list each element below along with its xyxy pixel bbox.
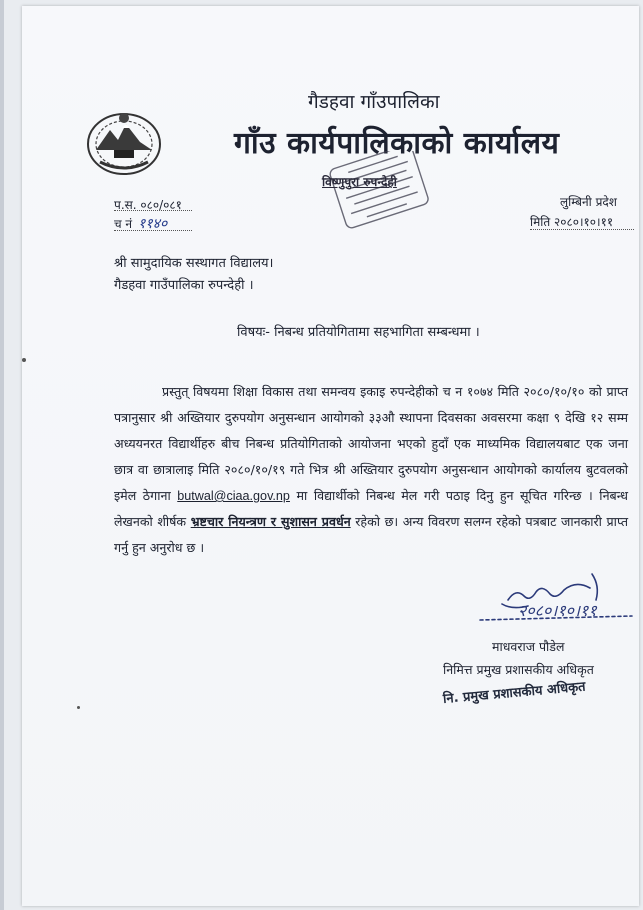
municipality-name: गैडहवा गाँउपालिका [308,91,440,113]
stamp-location: विष्णुपुरा रुपन्देही [322,175,397,189]
body-part-3: रहेको छ। अन्य विवरण सलग्न रहेको पत्रबाट जानकारी प्राप्त गर्नु हुन अनुरोध छ । [114,514,628,555]
addressee-line-1: श्री सामुदायिक सस्थागत विद्यालय। [114,256,274,271]
designation-stamp: नि. प्रमुख प्रशासकीय अधिकृत [442,679,587,707]
chalani-underline [114,230,192,231]
body-part-1: प्रस्तुत् विषयमा शिक्षा विकास तथा समन्वय इकाइ रुपन्देहीको च न १०७४ मिति २०८०/१०/१० को प्राप्त पत्रानुसार श्री अख्तियार दुरुपयोग अनुसन्धान आयोगको ३३औ स्थापना दिवसका अवसरमा कक्षा ९ देखि १२ सम्म अध्ययनरत विद्यार्थीहरु बीच निबन्ध प्रतियोगिताको आयोजना भएको हुदाँ एक माध्यमिक विद्यालयबाट एक जना छात्र वा छात्रालाइ मिति २०८०/१०/१९ गते भित्र श्री अख्तियार दुरुपयोग अनुसन्धान आयोगको कार्यालय बुटवलको इमेल ठेगाना [114,384,628,503]
addressee-line-2: गैडहवा गाउँपालिका रुपन्देही । [114,278,254,293]
ref-underline [114,210,192,211]
punch-mark [22,358,26,362]
speck-mark [77,706,80,709]
subject-line: विषयः- निबन्ध प्रतियोगितामा सहभागिता सम्बन्धमा । [237,325,480,340]
signatory-title: निमित्त प्रमुख प्रशासकीय अधिकृत [443,662,594,677]
chalani-label: च नं [114,217,133,231]
signature-date: २०८०।१०।११ [518,601,597,620]
letter-date: मिति २०८०।१०।११ [530,215,614,229]
chalani-handwritten: ११४० [138,216,168,232]
office-title: गाँउ कार्यपालिकाको कार्यालय [234,126,560,161]
date-underline [530,229,634,230]
body-part-2: मा विद्यार्थीको निबन्ध मेल गरी पठाइ दिनु हुन सूचित गरिन्छ । निबन्ध लेखनको शीर्षक [114,488,628,529]
office-seal-stamp [315,151,435,229]
scan-edge [0,0,4,910]
nepal-government-emblem-icon [84,106,164,178]
letter-body [114,379,628,561]
province-name: लुम्बिनी प्रदेश [560,195,617,209]
letter-page [22,6,639,906]
essay-topic: भ्रष्टचार नियन्त्रण र सुशासन प्रवर्धन [190,514,351,529]
handwritten-signature-icon [472,566,642,636]
email-link[interactable]: butwal@ciaa.gov.np [177,489,290,503]
patra-sankhya: प.स. ०८०/०८१ [114,198,182,212]
signatory-name: माधवराज पौडेल [492,639,565,654]
